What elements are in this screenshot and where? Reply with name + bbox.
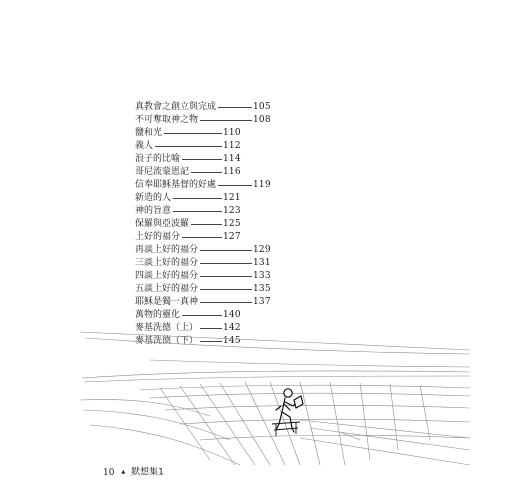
triangle-icon: ▲ [121,469,126,475]
toc-entry-page: 123 [223,206,241,216]
toc-leader-line [164,133,222,134]
toc-entry-page: 135 [253,284,271,294]
toc-entry [135,140,375,153]
toc-entry-title: 麥基洗德（下） [135,336,199,346]
toc-entry-page: 108 [253,115,271,125]
toc-entry [135,270,375,283]
toc-entry-title: 萬物的靈化 [135,310,181,320]
toc-entry-title: 浪子的比喻 [135,154,181,164]
toc-entry-title: 不可奪取神之物 [135,115,199,125]
toc-entry-page: 137 [253,297,271,307]
toc-entry-page: 125 [223,219,241,229]
toc-entry-title: 再談上好的福分 [135,245,199,255]
toc-entry-page: 105 [253,102,271,112]
toc-entry-title: 五談上好的福分 [135,284,199,294]
toc-entry [135,127,375,140]
toc-entry [135,218,375,231]
toc-entry [135,153,375,166]
toc-entry-title: 麥基洗德（上） [135,323,199,333]
toc-entry-page: 127 [223,232,241,242]
toc-entry-page: 133 [253,271,271,281]
toc-entry-page: 129 [253,245,271,255]
toc-entry-page: 110 [223,128,241,138]
toc-leader-line [182,159,222,160]
toc-entry-page: 145 [223,336,241,346]
series-title: 默想集1 [131,467,164,478]
toc-entry-page: 142 [223,323,241,333]
toc-entry-title: 四談上好的福分 [135,271,199,281]
toc-entry-page: 114 [223,154,241,164]
toc-leader-line [200,289,252,290]
toc-entry-page: 116 [223,167,241,177]
toc-entry-title: 鹽和光 [135,128,163,138]
page-footer [103,466,164,479]
toc-entry-title: 信奉耶穌基督的好處 [135,180,217,190]
toc-entry-title: 耶穌是獨一真神 [135,297,199,307]
table-of-contents [135,101,375,348]
toc-entry [135,179,375,192]
toc-entry [135,283,375,296]
toc-entry [135,231,375,244]
toc-entry-page: 140 [223,310,241,320]
toc-leader-line [218,185,252,186]
page-number: 10 [103,467,115,478]
toc-leader-line [173,211,222,212]
toc-entry [135,114,375,127]
toc-entry-title: 保羅與亞波羅 [135,219,190,229]
toc-entry-title: 新造的人 [135,193,172,203]
toc-entry-page: 131 [253,258,271,268]
toc-entry-page: 121 [223,193,241,203]
toc-leader-line [218,107,252,108]
toc-leader-line [200,276,252,277]
toc-entry [135,205,375,218]
person-reading-in-field-icon [0,320,520,470]
toc-entry-page: 112 [223,141,241,151]
toc-leader-line [200,250,252,251]
toc-leader-line [182,315,222,316]
toc-leader-line [200,302,252,303]
toc-leader-line [200,263,252,264]
toc-leader-line [173,198,222,199]
toc-leader-line [191,224,222,225]
toc-entry-title: 神的旨意 [135,206,172,216]
toc-leader-line [191,172,222,173]
toc-entry-title: 上好的福分 [135,232,181,242]
toc-leader-line [200,120,252,121]
toc-entry [135,192,375,205]
toc-leader-line [155,146,222,147]
toc-entry [135,257,375,270]
toc-entry-title: 義人 [135,141,154,151]
toc-entry [135,296,375,309]
toc-entry [135,101,375,114]
toc-entry [135,166,375,179]
toc-entry-page: 119 [253,180,271,190]
toc-entry-title: 三談上好的福分 [135,258,199,268]
toc-entry-title: 哥尼流蒙恩記 [135,167,190,177]
toc-leader-line [182,237,222,238]
toc-entry-title: 真教會之創立與完成 [135,102,217,112]
toc-entry [135,244,375,257]
